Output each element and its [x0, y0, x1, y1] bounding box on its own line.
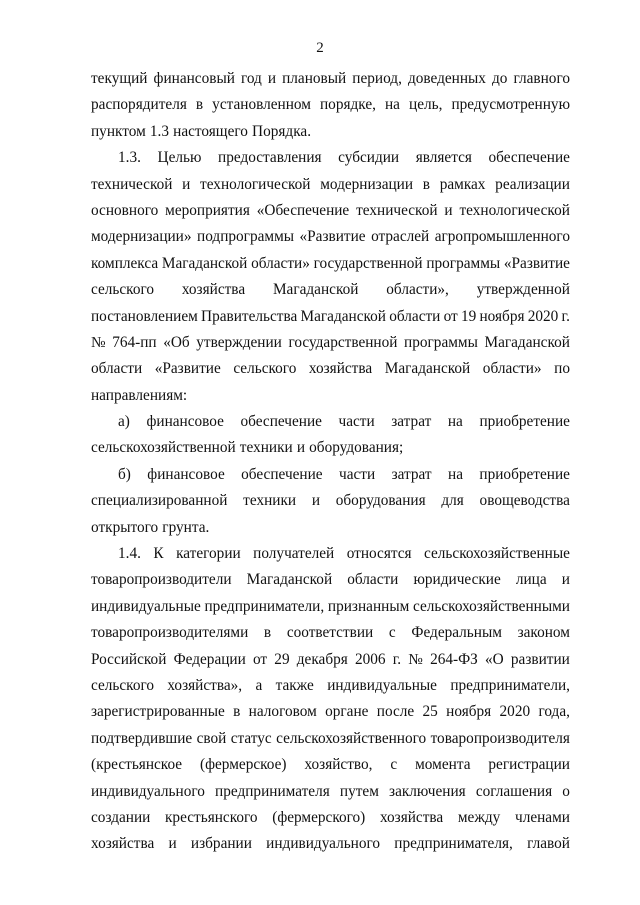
word: и [444, 201, 453, 219]
word: является [415, 149, 472, 167]
word: в [263, 624, 272, 642]
word: предпринимателя [215, 782, 330, 800]
word: лица [515, 571, 547, 589]
word: агропромышленного [434, 228, 570, 246]
word: года, [538, 703, 570, 721]
word: хозяйства», [167, 676, 243, 694]
word: финансовое [147, 465, 225, 483]
word: органе [325, 703, 369, 721]
text-line [91, 541, 570, 567]
word: индивидуального [266, 835, 381, 853]
word: и [267, 70, 277, 87]
word: Магаданской [272, 281, 359, 299]
word: технической [356, 201, 438, 219]
word: № [408, 650, 423, 668]
word: на [385, 96, 400, 114]
text-line [91, 831, 570, 857]
word: пунктом [91, 122, 146, 140]
text-line [91, 145, 570, 171]
text-line [91, 198, 570, 224]
text-line [91, 92, 570, 118]
word: декабря [296, 650, 348, 668]
word: «Развитие [154, 360, 221, 378]
word: а [255, 676, 263, 694]
text-line [91, 515, 570, 541]
word: момента [415, 756, 471, 774]
text-line [91, 251, 570, 277]
word: «Развитие [503, 254, 570, 272]
word: Магаданской [384, 360, 471, 378]
word: области [389, 307, 441, 325]
text-line [91, 330, 570, 356]
word: развитии [510, 650, 570, 668]
word: период, [352, 70, 402, 87]
word: товаропроизводителями [91, 624, 249, 642]
word: сельскохозяйственные [424, 545, 570, 563]
word: обеспечение [488, 149, 570, 167]
word: и [182, 175, 191, 193]
word: избрании [190, 835, 252, 853]
text-line [91, 488, 570, 514]
word: хозяйства [181, 281, 246, 299]
word: индивидуальные [327, 676, 437, 694]
word: Магаданской [161, 254, 248, 272]
word: юридические [413, 571, 501, 589]
word: области», [386, 281, 449, 299]
word: обеспечение [240, 413, 322, 431]
word: утвержденной [476, 281, 570, 299]
word: свой [196, 729, 227, 747]
word: и [561, 571, 570, 589]
word: создании [91, 808, 151, 826]
word: ноября [479, 307, 525, 325]
word: основного [91, 201, 159, 219]
word: 2006 [354, 650, 386, 668]
word: предусмотренную [451, 96, 570, 114]
word: грунта. [162, 518, 210, 536]
word: относятся [346, 545, 412, 563]
word: крестьянского [165, 808, 258, 826]
word: отраслей [371, 228, 430, 246]
word: 2020 [527, 307, 559, 325]
word: 25 [422, 703, 438, 721]
text-line [91, 647, 570, 673]
word: индивидуальные [91, 597, 201, 615]
word: затрат [391, 413, 432, 431]
word: Федеральным [411, 624, 502, 642]
word: распорядителя [91, 96, 187, 114]
word: постановлением [91, 307, 198, 325]
text-line [91, 66, 570, 92]
text-line [91, 409, 570, 435]
word: хозяйства [308, 360, 373, 378]
word: модернизации» [91, 228, 192, 246]
word: Федерации [173, 650, 246, 668]
word: государственной [288, 333, 398, 351]
word: технологической [459, 201, 570, 219]
word: сельского [233, 360, 297, 378]
word: «Об [163, 333, 190, 351]
word: 19 [460, 307, 477, 325]
word: для [441, 492, 464, 510]
word: законом [517, 624, 570, 642]
word: Порядка. [252, 122, 312, 140]
text-line [91, 304, 570, 330]
text-line [91, 119, 570, 145]
text-line [91, 594, 570, 620]
word: рамках [439, 175, 486, 193]
word: текущий [91, 70, 148, 87]
word: год [240, 70, 262, 87]
word: государственной [313, 254, 423, 272]
word: в [233, 703, 241, 721]
word: сельского [91, 676, 155, 694]
word: признанным [327, 597, 410, 615]
word: Магаданской [246, 571, 333, 589]
word: области» [251, 254, 310, 272]
word: Целью [157, 149, 202, 167]
word: индивидуального [91, 782, 205, 800]
word: соглашения [475, 782, 553, 800]
word: товаропроизводителя [430, 729, 570, 747]
word: программы [404, 333, 478, 351]
word: после [376, 703, 415, 721]
word: приобретение [479, 465, 570, 483]
word: соответствии [286, 624, 374, 642]
document-body [91, 66, 570, 858]
word: овощеводства [479, 492, 570, 510]
word: техники [243, 492, 297, 510]
word: предпринимателя, [394, 835, 513, 853]
word: «О [485, 650, 504, 668]
word: доведенных [407, 70, 486, 87]
word: налоговом [248, 703, 317, 721]
text-line [91, 620, 570, 646]
word: статус [230, 729, 272, 747]
text-line [91, 673, 570, 699]
word: получателей [253, 545, 335, 563]
word: финансовое [146, 413, 224, 431]
word: 264-ФЗ [430, 650, 478, 668]
word: до [492, 70, 508, 87]
word: обеспечение [241, 465, 323, 483]
word: 1.3. [118, 149, 141, 167]
word: К [153, 545, 164, 563]
word: сельскохозяйственной [91, 439, 236, 457]
text-line [91, 224, 570, 250]
word: «Обеспечение [256, 201, 350, 219]
word: порядке, [320, 96, 376, 114]
word: заключения [389, 782, 466, 800]
word: членами [515, 808, 570, 826]
word: настоящего [173, 122, 248, 140]
text-line [91, 383, 570, 409]
text-line [91, 462, 570, 488]
word: комплекса [91, 254, 159, 272]
word: предоставления [218, 149, 322, 167]
word: в [195, 96, 204, 114]
word: (фермерское) [200, 756, 287, 774]
word: на [448, 465, 463, 483]
word: подпрограммы [197, 228, 295, 246]
word: цель, [409, 96, 443, 114]
word: № [91, 333, 106, 351]
word: плановый [282, 70, 347, 87]
word: Магаданской [300, 307, 386, 325]
word: б) [118, 465, 131, 483]
word: открытого [91, 518, 159, 536]
text-line [91, 699, 570, 725]
word: сельского [91, 281, 155, 299]
word: и [311, 492, 321, 510]
word: от [252, 650, 268, 668]
text-line [91, 779, 570, 805]
word: специализированной [91, 492, 228, 510]
word: между [457, 808, 501, 826]
word: по [554, 360, 570, 378]
word: Правительства [201, 307, 298, 325]
word: части [338, 413, 375, 431]
word: сельскохозяйственными [413, 597, 570, 615]
text-line [91, 435, 570, 461]
word: путем [339, 782, 379, 800]
word: субсидии [338, 149, 400, 167]
text-line [91, 567, 570, 593]
word: хозяйства [379, 808, 444, 826]
word: на [447, 413, 463, 431]
word: технической [91, 175, 173, 193]
word: области [347, 571, 399, 589]
word: с [390, 756, 398, 774]
word: области» [482, 360, 542, 378]
word: установленном [212, 96, 311, 114]
page-number: 2 [316, 40, 324, 56]
word: утверждении [196, 333, 282, 351]
word: направлениям: [91, 386, 188, 404]
word: 1.4. [118, 545, 141, 563]
word: в [422, 175, 430, 193]
word: г. [392, 650, 402, 668]
word: Российской [91, 650, 167, 668]
word: предприниматели, [450, 676, 570, 694]
word: зарегистрированные [91, 703, 225, 721]
word: мероприятия [165, 201, 250, 219]
word: регистрации [488, 756, 570, 774]
word: хозяйства [91, 835, 155, 853]
word: категории [176, 545, 241, 563]
word: приобретение [479, 413, 570, 431]
word: части [339, 465, 376, 483]
word: подтвердившие [91, 729, 193, 747]
word: финансовый [153, 70, 235, 87]
word: о [562, 782, 570, 800]
word: оборудования [335, 492, 426, 510]
word: реализации [495, 175, 570, 193]
word: (фермерского) [272, 808, 366, 826]
word: а) [118, 413, 130, 431]
text-line [91, 726, 570, 752]
word: затрат [391, 465, 432, 483]
word: ноября [446, 703, 492, 721]
word: главного [513, 70, 570, 87]
word: предприниматели, [204, 597, 325, 615]
word: технологической [200, 175, 311, 193]
word: г. [561, 307, 570, 325]
text-line [91, 752, 570, 778]
word: и [296, 439, 306, 457]
word: техники [239, 439, 293, 457]
word: с [388, 624, 396, 642]
word: «Развитие [299, 228, 366, 246]
text-line [91, 277, 570, 303]
text-line [91, 172, 570, 198]
word: хозяйство, [304, 756, 373, 774]
word: и [168, 835, 177, 853]
word: также [275, 676, 314, 694]
word: товаропроизводители [91, 571, 232, 589]
word: программы [426, 254, 501, 272]
word: 764-пп [112, 333, 157, 351]
word: от [443, 307, 458, 325]
word: 1.3 [149, 122, 170, 140]
word: 2020 [499, 703, 531, 721]
word: модернизации [320, 175, 414, 193]
text-line [91, 356, 570, 382]
text-line [91, 805, 570, 831]
word: оборудования; [309, 439, 404, 457]
word: 29 [274, 650, 290, 668]
word: Магаданской [484, 333, 570, 351]
word: главой [527, 835, 570, 853]
word: области [91, 360, 143, 378]
word: сельскохозяйственного [276, 729, 427, 747]
word: (крестьянское [91, 756, 183, 774]
